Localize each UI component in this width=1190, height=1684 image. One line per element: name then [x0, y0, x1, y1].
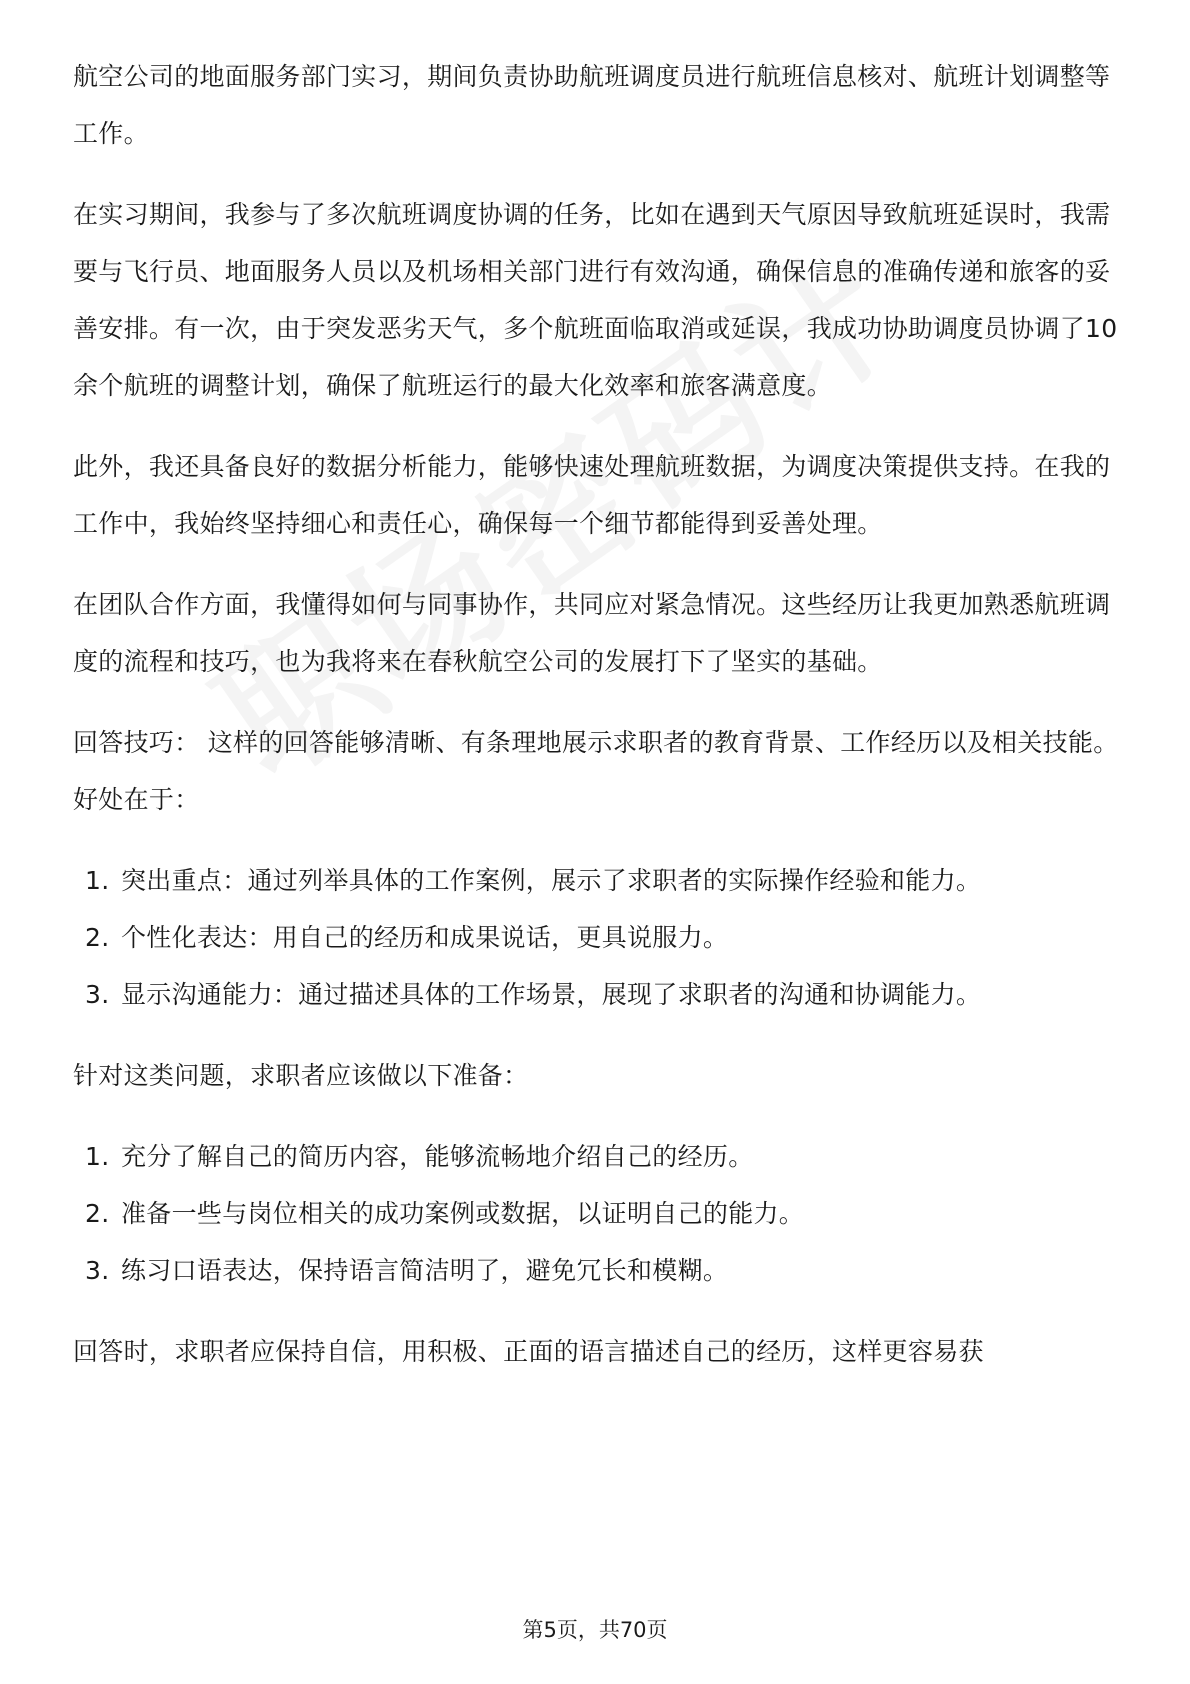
- paragraph-teamwork: 在团队合作方面，我懂得如何与同事协作，共同应对紧急情况。这些经历让我更加熟悉航班调度的流程和技巧，也为我将来在春秋航空公司的发展打下了坚实的基础。: [73, 590, 1111, 676]
- paragraph-preparation: 针对这类问题，求职者应该做以下准备：: [73, 1061, 529, 1090]
- list-item: 2. 准备一些与岗位相关的成功案例或数据，以证明自己的能力。: [85, 1199, 805, 1228]
- benefits-list: [73, 852, 1123, 1023]
- paragraph-closing: 回答时，求职者应保持自信，用积极、正面的语言描述自己的经历，这样更容易获: [73, 1337, 984, 1366]
- list-item: 1. 充分了解自己的简历内容，能够流畅地介绍自己的经历。: [85, 1142, 754, 1171]
- list-item: 2. 个性化表达：用自己的经历和成果说话，更具说服力。: [85, 923, 729, 952]
- paragraph-internship-details: 在实习期间，我参与了多次航班调度协调的任务，比如在遇到天气原因导致航班延误时，我需要与飞行员、地面服务人员以及机场相关部门进行有效沟通，确保信息的准确传递和旅客的妥善安排。有一次，由于突发恶劣天气，多个航班面临取消或延误，我成功协助调度员协调了10余个航班的调整计划，确保了航班运行的最大化效率和旅客满意度。: [73, 200, 1118, 400]
- paragraph-internship-intro: 航空公司的地面服务部门实习，期间负责协助航班调度员进行航班信息核对、航班计划调整等工作。: [73, 62, 1111, 148]
- paragraph-answer-tips: 回答技巧： 这样的回答能够清晰、有条理地展示求职者的教育背景、工作经历以及相关技能。好处在于：: [73, 728, 1119, 814]
- list-item: 1. 突出重点：通过列举具体的工作案例，展示了求职者的实际操作经验和能力。: [85, 866, 982, 895]
- paragraph-data-analysis: 此外，我还具备良好的数据分析能力，能够快速处理航班数据，为调度决策提供支持。在我的工作中，我始终坚持细心和责任心，确保每一个细节都能得到妥善处理。: [73, 452, 1111, 538]
- page-number: 第5页，共70页: [522, 1618, 668, 1642]
- document-body: [73, 48, 1123, 1404]
- preparation-list: [73, 1128, 1123, 1299]
- list-item: 3. 练习口语表达，保持语言简洁明了，避免冗长和模糊。: [85, 1256, 729, 1285]
- list-item: 3. 显示沟通能力：通过描述具体的工作场景，展现了求职者的沟通和协调能力。: [85, 980, 982, 1009]
